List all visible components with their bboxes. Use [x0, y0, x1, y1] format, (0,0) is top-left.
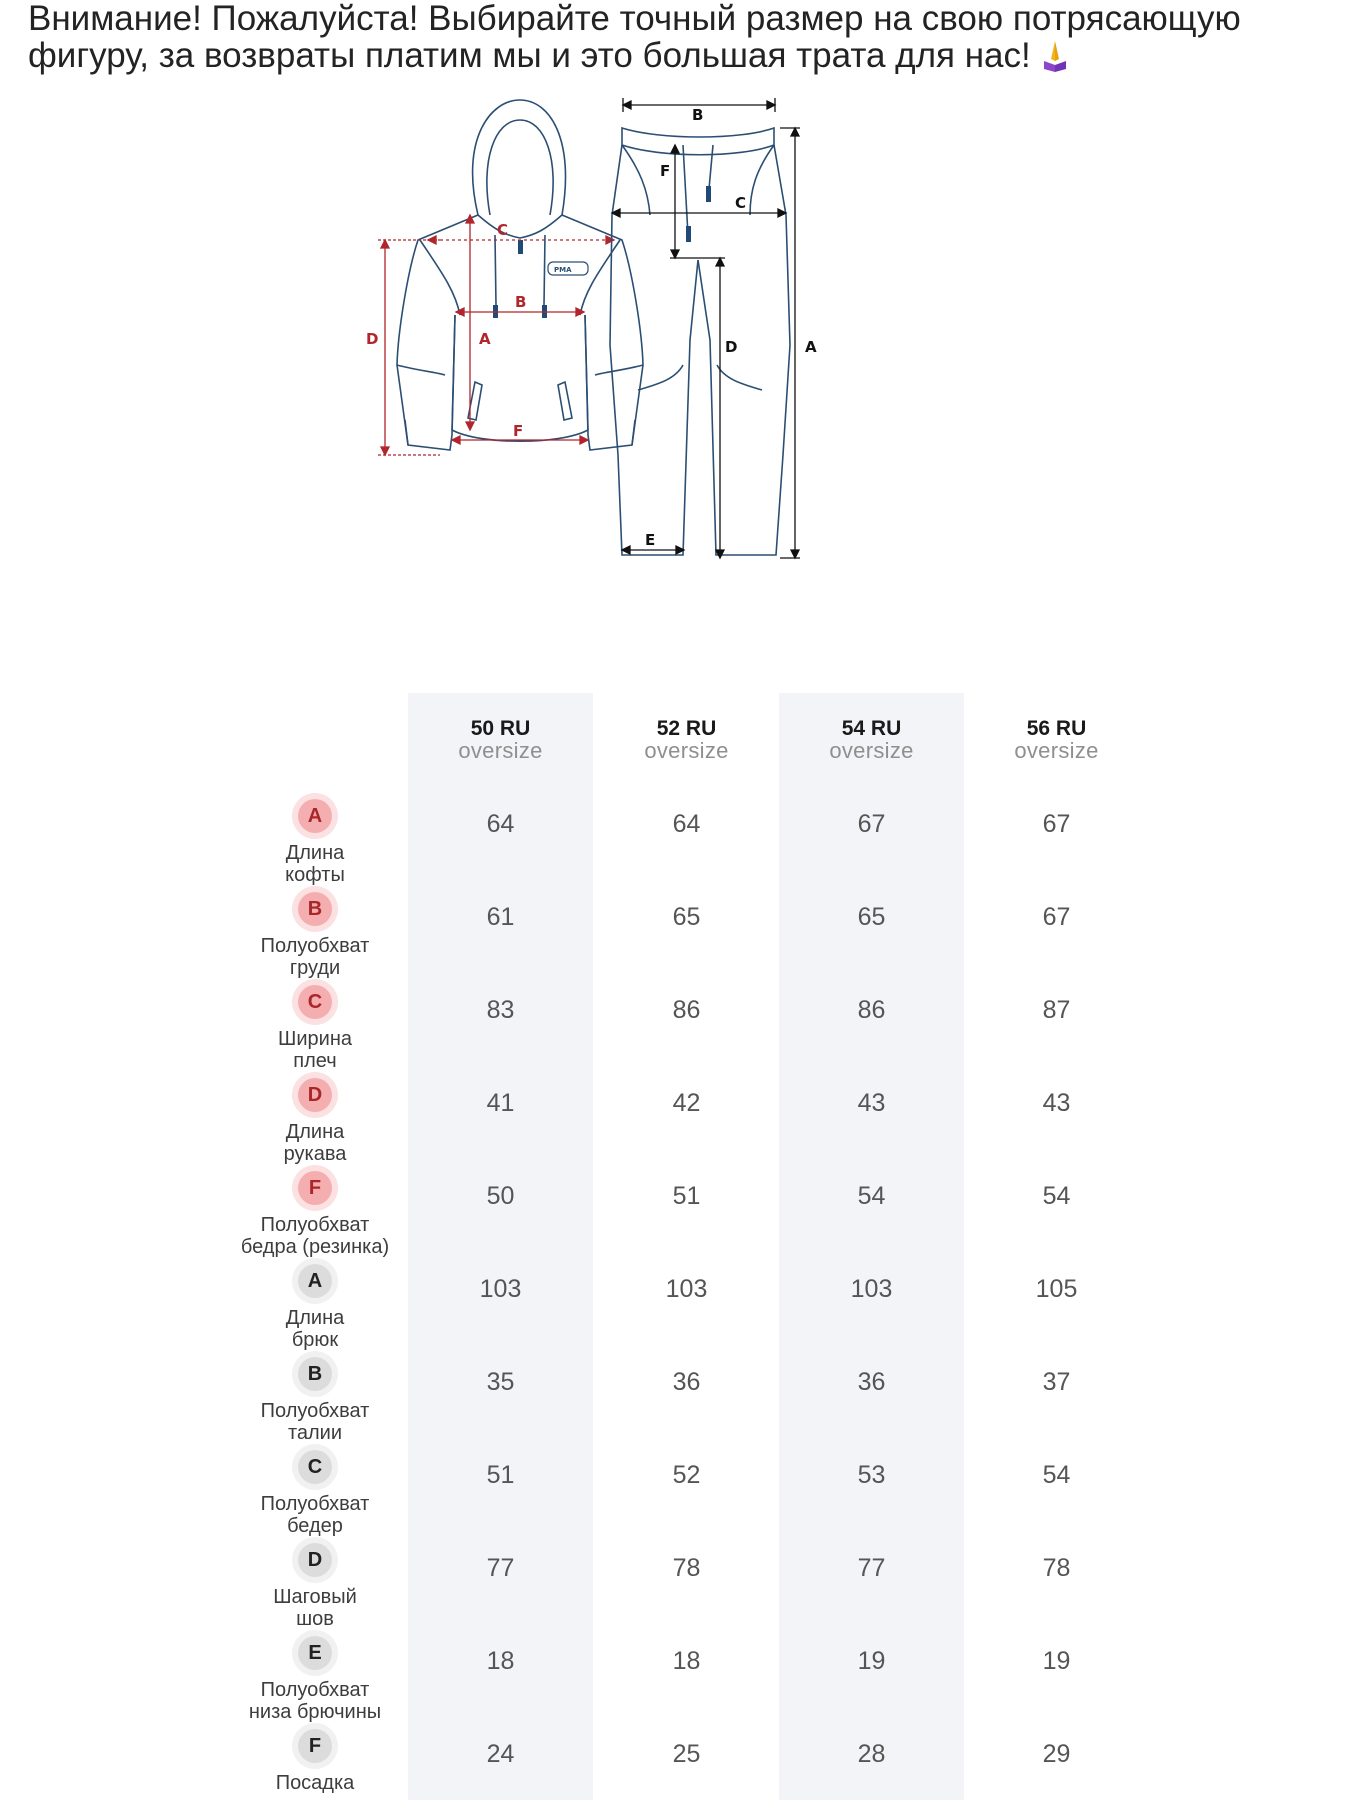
table-cell: 64 — [672, 810, 701, 838]
row-label — [215, 979, 415, 1072]
table-cell: 28 — [857, 1740, 886, 1768]
measure-letter-badge: F — [292, 1723, 338, 1769]
table-cell: 41 — [486, 1089, 515, 1117]
pants-label-e: E — [645, 531, 656, 549]
row-label — [215, 1630, 415, 1723]
table-row — [0, 1258, 1350, 1351]
hoodie-measure-labels — [366, 221, 526, 440]
pants-drawstrings — [686, 186, 711, 242]
table-cell: 24 — [486, 1740, 515, 1768]
table-cell: 77 — [486, 1554, 515, 1582]
table-row — [0, 793, 1350, 886]
table-cell: 25 — [672, 1740, 701, 1768]
size-label: 56 RU — [1026, 717, 1087, 740]
table-row — [0, 979, 1350, 1072]
size-label: 54 RU — [841, 717, 902, 740]
hoodie-outline — [397, 100, 643, 450]
measure-letter-badge: D — [292, 1537, 338, 1583]
table-cell: 103 — [850, 1275, 893, 1303]
pants-label-d: D — [725, 338, 738, 356]
praying-hands-icon — [1040, 39, 1070, 80]
fit-label: oversize — [829, 738, 914, 763]
table-cell: 77 — [857, 1554, 886, 1582]
measure-letter-badge: C — [292, 1444, 338, 1490]
measure-letter-badge: B — [292, 1351, 338, 1397]
pants-label-f: F — [660, 162, 671, 180]
table-cell: 36 — [672, 1368, 701, 1396]
pants-label-b: B — [692, 106, 704, 124]
table-cell: 54 — [857, 1182, 886, 1210]
table-cell: 35 — [486, 1368, 515, 1396]
table-cell: 103 — [479, 1275, 522, 1303]
row-label — [215, 1351, 415, 1444]
column-header-50 — [408, 718, 593, 762]
hoodie-label-d: D — [366, 330, 379, 348]
table-cell: 36 — [857, 1368, 886, 1396]
table-cell: 53 — [857, 1461, 886, 1489]
table-cell: 52 — [672, 1461, 701, 1489]
table-cell: 64 — [486, 810, 515, 838]
table-cell: 67 — [1042, 810, 1071, 838]
measure-name: Полуобхват груди — [260, 935, 370, 979]
table-row — [0, 1537, 1350, 1630]
pants-label-c: C — [735, 194, 747, 212]
measure-name: Полуобхват талии — [260, 1400, 370, 1444]
measure-name: Посадка — [275, 1772, 355, 1794]
fit-label: oversize — [644, 738, 729, 763]
table-cell: 42 — [672, 1089, 701, 1117]
table-cell: 105 — [1035, 1275, 1078, 1303]
table-cell: 29 — [1042, 1740, 1071, 1768]
row-label — [215, 1165, 415, 1258]
measure-name: Длина брюк — [285, 1307, 345, 1351]
table-cell: 19 — [1042, 1647, 1071, 1675]
table-cell: 61 — [486, 903, 515, 931]
row-label — [215, 886, 415, 979]
pants-measure-labels — [645, 106, 817, 549]
hoodie-label-c: C — [497, 221, 509, 239]
fit-label: oversize — [458, 738, 543, 763]
table-row — [0, 1165, 1350, 1258]
table-row — [0, 1444, 1350, 1537]
pants-label-a: A — [805, 338, 817, 356]
measure-name: Ширина плеч — [278, 1028, 352, 1072]
table-cell: 37 — [1042, 1368, 1071, 1396]
table-row — [0, 1351, 1350, 1444]
hoodie-label-f: F — [513, 422, 524, 440]
table-cell: 50 — [486, 1182, 515, 1210]
size-label: 52 RU — [656, 717, 717, 740]
measure-letter-badge: D — [292, 1072, 338, 1118]
table-cell: 65 — [672, 903, 701, 931]
hoodie-logo — [548, 262, 588, 275]
table-cell: 18 — [486, 1647, 515, 1675]
size-warning-text: Внимание! Пожалуйста! Выбирайте точный размер на свою потрясающую фигуру, за возвраты платим мы и это большая трата для нас! — [28, 0, 1241, 75]
measure-letter-badge: B — [292, 886, 338, 932]
row-label — [215, 1444, 415, 1537]
table-cell: 78 — [1042, 1554, 1071, 1582]
measure-name: Полуобхват низа брючины — [248, 1679, 382, 1723]
table-cell: 51 — [486, 1461, 515, 1489]
table-cell: 67 — [857, 810, 886, 838]
row-label — [215, 1072, 415, 1165]
hoodie-label-b: B — [515, 293, 527, 311]
pants-outline — [610, 128, 790, 555]
row-label — [215, 793, 415, 886]
table-cell: 19 — [857, 1647, 886, 1675]
fit-label: oversize — [1014, 738, 1099, 763]
garment-measurement-diagram — [366, 100, 960, 660]
table-cell: 54 — [1042, 1461, 1071, 1489]
measure-letter-badge: A — [292, 1258, 338, 1304]
hoodie-label-a: A — [479, 330, 491, 348]
table-cell: 83 — [486, 996, 515, 1024]
measure-letter-badge: F — [292, 1165, 338, 1211]
row-label — [215, 1723, 415, 1794]
table-cell: 67 — [1042, 903, 1071, 931]
row-label — [215, 1537, 415, 1630]
column-header-56 — [964, 718, 1149, 762]
measure-name: Полуобхват бедер — [260, 1493, 370, 1537]
column-header-52 — [594, 718, 779, 762]
measure-name: Длина рукава — [283, 1121, 347, 1165]
table-cell: 51 — [672, 1182, 701, 1210]
table-row — [0, 1072, 1350, 1165]
table-cell: 54 — [1042, 1182, 1071, 1210]
table-cell: 65 — [857, 903, 886, 931]
measure-name: Полуобхват бедра (резинка) — [240, 1214, 390, 1258]
table-cell: 78 — [672, 1554, 701, 1582]
table-row — [0, 1630, 1350, 1723]
measure-letter-badge: E — [292, 1630, 338, 1676]
table-cell: 43 — [1042, 1089, 1071, 1117]
svg-text:PMA: PMA — [554, 266, 572, 274]
table-row — [0, 886, 1350, 979]
table-cell: 86 — [857, 996, 886, 1024]
table-row — [0, 1723, 1350, 1816]
table-cell: 43 — [857, 1089, 886, 1117]
measure-letter-badge: C — [292, 979, 338, 1025]
measure-name: Шаговый шов — [273, 1586, 357, 1630]
measure-name: Длина кофты — [285, 842, 345, 886]
size-warning-notice — [28, 0, 1328, 80]
measure-letter-badge: A — [292, 793, 338, 839]
table-cell: 18 — [672, 1647, 701, 1675]
size-table — [0, 693, 1350, 1800]
size-label: 50 RU — [470, 717, 531, 740]
table-cell: 103 — [665, 1275, 708, 1303]
row-label — [215, 1258, 415, 1351]
column-header-54 — [779, 718, 964, 762]
table-cell: 87 — [1042, 996, 1071, 1024]
table-cell: 86 — [672, 996, 701, 1024]
